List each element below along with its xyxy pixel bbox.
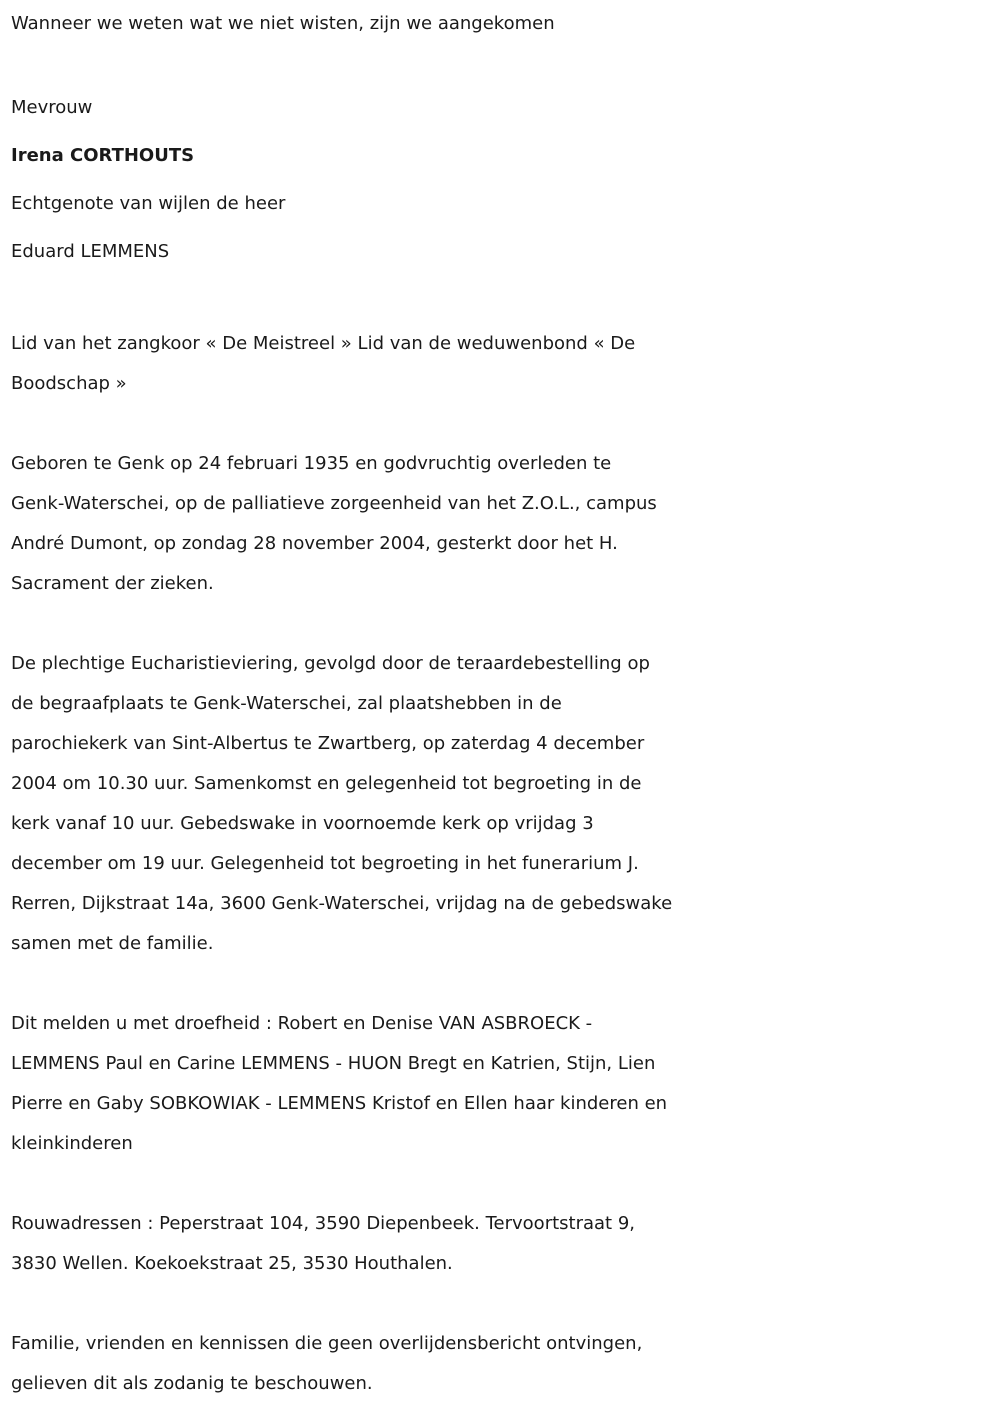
spacer bbox=[11, 276, 990, 284]
salutation: Mevrouw bbox=[11, 97, 93, 118]
spacer bbox=[11, 44, 990, 84]
paragraph-line: samen met de familie. bbox=[11, 933, 214, 954]
deceased-header bbox=[11, 84, 990, 276]
birth-death-paragraph bbox=[11, 444, 990, 604]
paragraph-line: 2004 om 10.30 uur. Samenkomst en gelegenheid tot begroeting in de bbox=[11, 773, 642, 794]
spacer bbox=[11, 284, 990, 324]
paragraph-line: Familie, vrienden en kennissen die geen overlijdensbericht ontvingen, bbox=[11, 1333, 643, 1354]
paragraph-line: kerk vanaf 10 uur. Gebedswake in voornoemde kerk op vrijdag 3 bbox=[11, 813, 594, 834]
spouse-name: Eduard LEMMENS bbox=[11, 241, 170, 262]
paragraph-line: Rouwadressen : Peperstraat 104, 3590 Diepenbeek. Tervoortstraat 9, bbox=[11, 1213, 635, 1234]
spacer bbox=[11, 604, 990, 644]
paragraph-line: André Dumont, op zondag 28 november 2004, gesterkt door het H. bbox=[11, 533, 618, 554]
paragraph-line: Genk-Waterschei, op de palliatieve zorgeenheid van het Z.O.L., campus bbox=[11, 493, 657, 514]
deceased-name: Irena CORTHOUTS bbox=[11, 145, 195, 166]
motto: Wanneer we weten wat we niet wisten, zijn we aangekomen bbox=[11, 13, 555, 34]
paragraph-line: de begraafplaats te Genk-Waterschei, zal plaatshebben in de bbox=[11, 693, 562, 714]
paragraph-line: Dit melden u met droefheid : Robert en Denise VAN ASBROECK - bbox=[11, 1013, 593, 1034]
paragraph-line: kleinkinderen bbox=[11, 1133, 133, 1154]
spacer bbox=[11, 1164, 990, 1204]
paragraph-line: Geboren te Genk op 24 februari 1935 en godvruchtig overleden te bbox=[11, 453, 612, 474]
spacer bbox=[11, 404, 990, 444]
paragraph-line: Lid van het zangkoor « De Meistreel » Lid van de weduwenbond « De bbox=[11, 333, 636, 354]
paragraph-line: gelieven dit als zodanig te beschouwen. bbox=[11, 1373, 373, 1394]
spacer bbox=[11, 1284, 990, 1324]
paragraph-line: parochiekerk van Sint-Albertus te Zwartberg, op zaterdag 4 december bbox=[11, 733, 645, 754]
paragraph-line: LEMMENS Paul en Carine LEMMENS - HUON Bregt en Katrien, Stijn, Lien bbox=[11, 1053, 656, 1074]
spacer bbox=[11, 964, 990, 1004]
ceremony-paragraph bbox=[11, 644, 990, 964]
relation-text: Echtgenote van wijlen de heer bbox=[11, 193, 286, 214]
paragraph-line: De plechtige Eucharistieviering, gevolgd door de teraardebestelling op bbox=[11, 653, 650, 674]
paragraph-line: 3830 Wellen. Koekoekstraat 25, 3530 Houthalen. bbox=[11, 1253, 453, 1274]
paragraph-line: Boodschap » bbox=[11, 373, 127, 394]
family-paragraph bbox=[11, 1004, 990, 1164]
addresses-paragraph bbox=[11, 1204, 990, 1284]
paragraph-line: december om 19 uur. Gelegenheid tot begroeting in het funerarium J. bbox=[11, 853, 639, 874]
paragraph-line: Pierre en Gaby SOBKOWIAK - LEMMENS Kristof en Ellen haar kinderen en bbox=[11, 1093, 668, 1114]
paragraph-line: Rerren, Dijkstraat 14a, 3600 Genk-Waterschei, vrijdag na de gebedswake bbox=[11, 893, 673, 914]
memberships-paragraph bbox=[11, 324, 990, 404]
paragraph-line: Sacrament der zieken. bbox=[11, 573, 214, 594]
closing-paragraph bbox=[11, 1324, 990, 1404]
